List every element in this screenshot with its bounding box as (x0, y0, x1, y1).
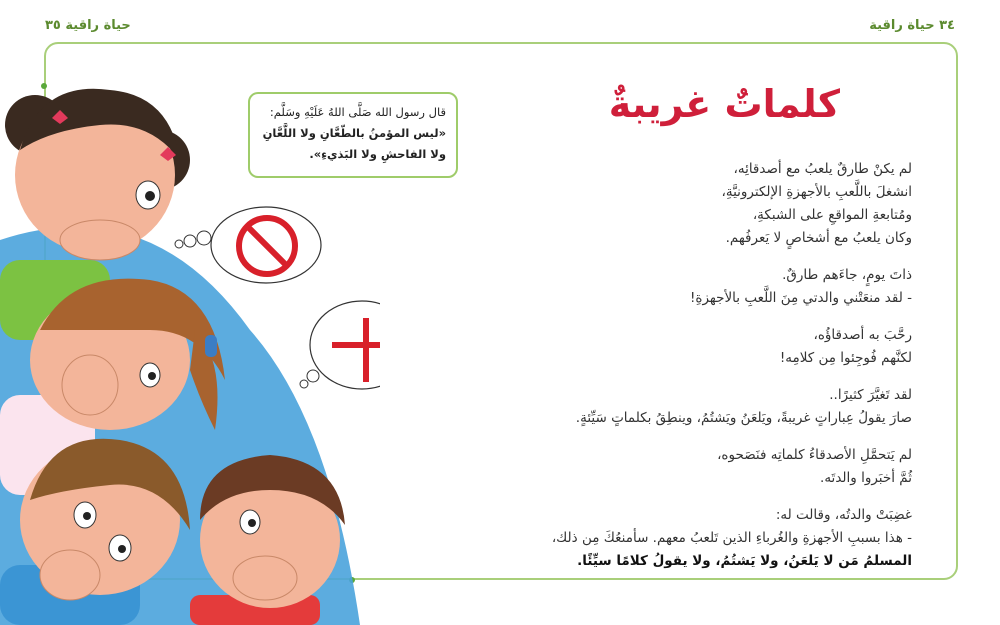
story-title: كلماتٌ غريبةٌ (608, 82, 840, 126)
story-line: لكنَّهم فُوجِئوا مِن كلامِه! (779, 350, 912, 366)
thought-bubble-prohibited (175, 207, 321, 283)
page-number-right: ٣٤ حياة راقية (869, 18, 955, 33)
paragraph (392, 504, 912, 573)
story-line: لقد تَغيَّرَ كثيرًا.. (829, 387, 912, 403)
page-number-left: حياة راقية ٣٥ (45, 18, 131, 33)
story-line: ثُمَّ أخبَروا والدتَه. (820, 470, 912, 486)
hadith-line-2: ولا الفاحشِ ولا البَذيءِ». (309, 147, 446, 161)
paragraph (392, 264, 912, 310)
hadith-intro: قال رسول الله صَلَّى اللهُ عَلَيْهِ وسَلَّم: (269, 105, 446, 119)
story-line: انشغلَ باللَّعبِ بالأجهزةِ الإلكترونيَّةِ، (721, 184, 912, 200)
story-line: وكان يلعبُ مع أشخاصٍ لا يَعرفُهم. (725, 230, 912, 246)
hadith-line-1: «ليس المؤمنُ بالطّعَّانِ ولا اللَّعَّانِ (262, 126, 446, 140)
story-line: غضِبَتْ والدتُه، وقالت له: (775, 507, 912, 523)
story-line-bold: المسلمُ مَن لا يَلعَنُ، ولا يَشتُمُ، ولا يقولُ كلامًا سيِّئًا. (577, 553, 912, 569)
paragraph (392, 384, 912, 430)
children-illustration (0, 60, 380, 625)
story-line: لم يكنْ طارقٌ يلعبُ مع أصدقائِه، (733, 161, 912, 177)
paragraph (392, 444, 912, 490)
story-line: - هذا بسببِ الأجهزةِ والغُرباءِ الذين تَلعبُ معهم. سأمنعُكَ مِن ذلك، (551, 530, 912, 546)
story-text (392, 158, 912, 587)
story-line: رحَّبَ به أصدقاؤُه، (813, 327, 912, 343)
story-line: لم يَتحمَّلِ الأصدقاءُ كلماتِه فنَصَحوه، (717, 447, 912, 463)
story-line: صارَ يقولُ عِباراتٍ غريبةً، ويَلعَنُ ويَشتُمُ، وينطِقُ بكلماتٍ سَيِّئةٍ. (575, 410, 912, 426)
story-line: ذاتَ يومٍ، جاءَهم طارقٌ. (782, 267, 912, 283)
paragraph (392, 158, 912, 250)
paragraph (392, 324, 912, 370)
story-line: ومُتابعةِ المواقعِ على الشبكةِ، (752, 207, 912, 223)
thought-bubble-cross (300, 301, 380, 389)
story-line: - لقد منعَتْني والدتي مِنَ اللَّعبِ بالأجهزةِ! (689, 290, 912, 306)
